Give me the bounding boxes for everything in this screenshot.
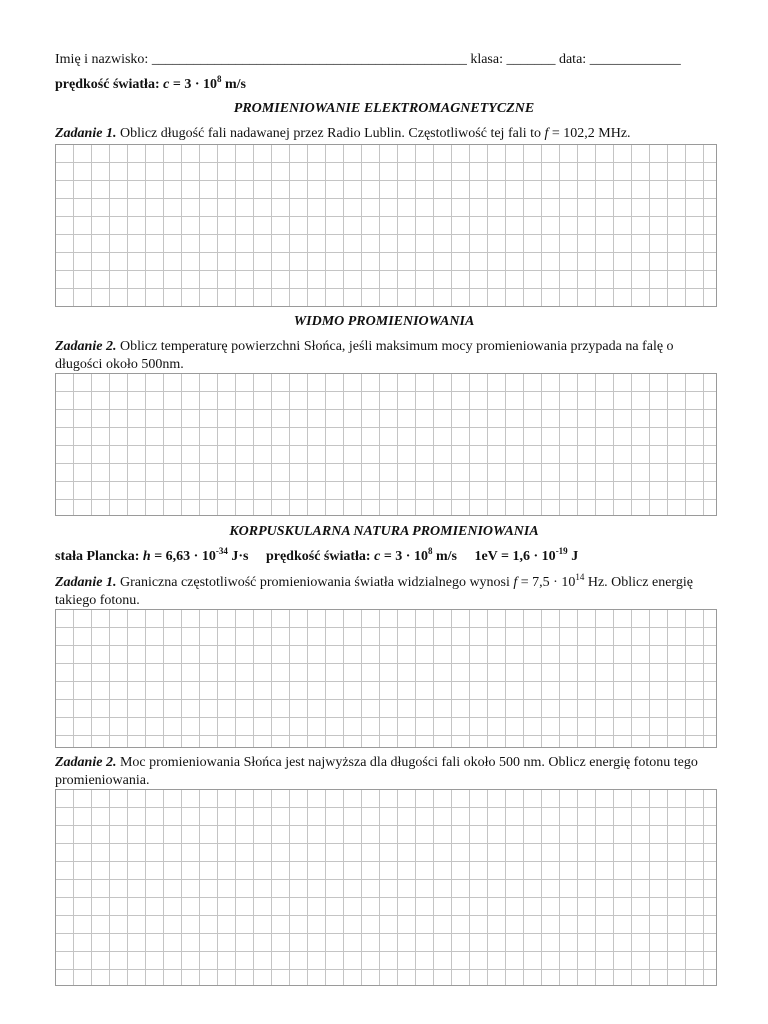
answer-grid-2[interactable] [55,373,717,516]
student-info-line [55,51,681,69]
class-label: klasa: [470,52,503,67]
section-title-corpuscular: KORPUSKULARNA NATURA PROMIENIOWANIA [229,524,539,539]
section-title-electromagnetic: PROMIENIOWANIE ELEKTROMAGNETYCZNE [233,101,535,116]
answer-grid-1[interactable] [55,144,717,307]
task-1-text: Zadanie 1. Oblicz długość fali nadawanej przez Radio Lublin. Częstotliwość tej fali to f = 102,2 MHz. [55,126,631,141]
task-2-text: Zadanie 2. Oblicz temperaturę powierzchni Słońca, jeśli maksimum mocy promieniowania przypada na falę o długości około 500nm. [55,339,674,372]
section-title-spectrum: WIDMO PROMIENIOWANIA [293,314,475,329]
date-label: data: [558,52,587,67]
class-field[interactable]: _______ [506,52,556,67]
date-field[interactable]: _____________ [589,52,681,67]
constants-line-2: stała Plancka: $h = 6,63 \cdot 10^{-34}$ J·s prędkość światła: $c = 3 \cdot 10^8$ m/s $1eV = 1,6 \cdot 10^{-19}$ J [55,546,579,564]
answer-grid-4[interactable] [55,789,717,986]
speed-of-light-constant: prędkość światła: $c = 3 \cdot 10^8$ m/s [55,74,246,92]
answer-grid-3[interactable] [55,609,717,748]
name-field[interactable]: _____________________________________________ [151,52,467,67]
task-3-text: Zadanie 1. Graniczna częstotliwość promieniowania światła widzialnego wynosi $f = 7,5 \cdot 10^{14}$ Hz. Oblicz energię takiego fotonu. [55,572,693,608]
name-label: Imię i nazwisko: [55,52,149,67]
task-4-text: Zadanie 2. Moc promieniowania Słońca jest najwyższa dla długości fali około 500 nm. Oblicz energię fotonu tego promieniowania. [55,755,698,788]
